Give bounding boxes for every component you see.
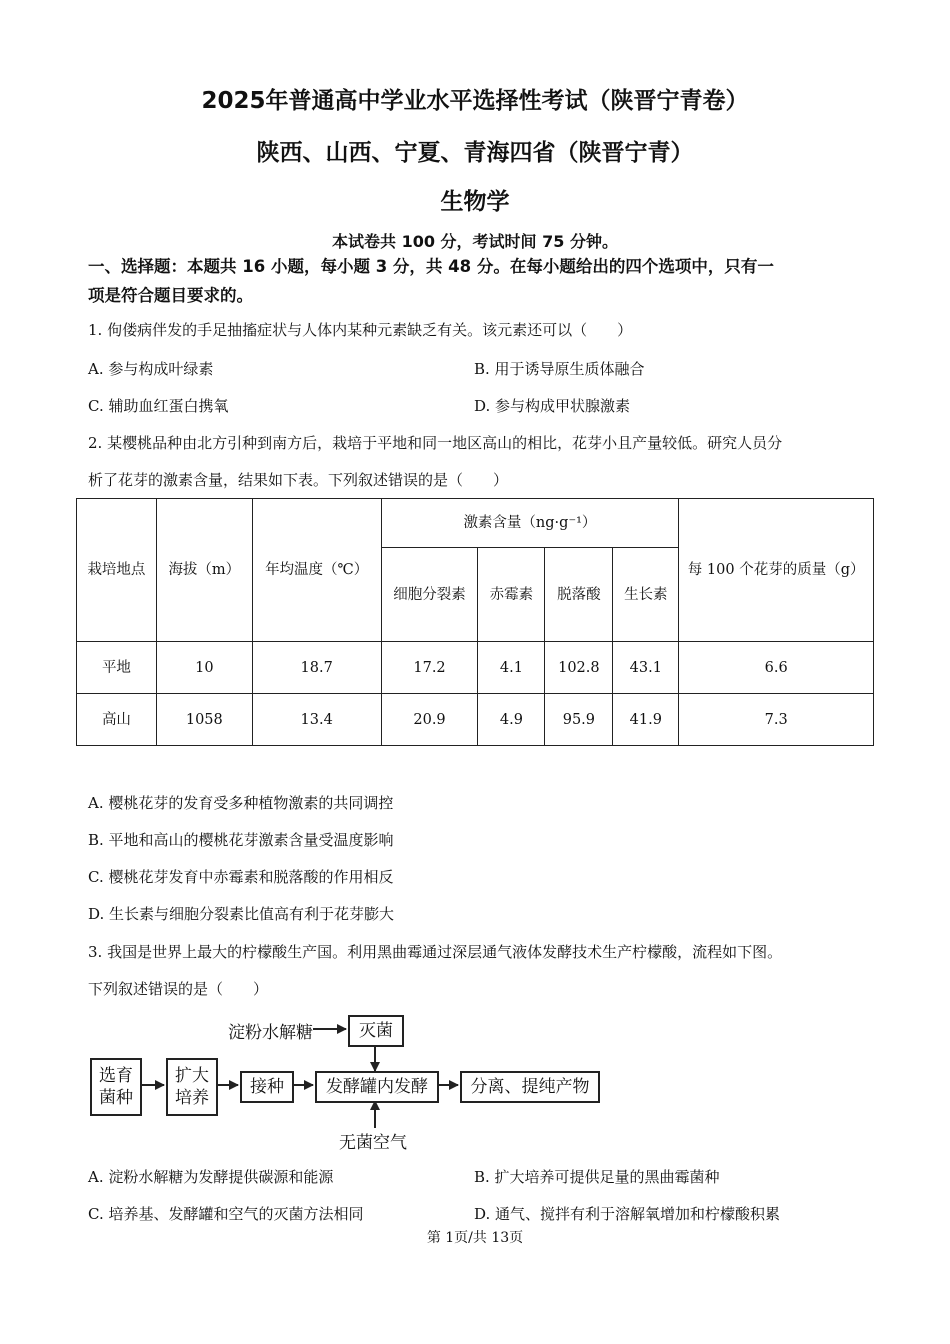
cell-cytokinin: 20.9	[381, 694, 478, 746]
question-3-stem-line1: 3. 我国是世界上最大的柠檬酸生产国。利用黑曲霉通过深层通气液体发酵技术生产柠檬酸，流程如下图。	[88, 943, 783, 961]
flow-select-text-2: 菌种	[99, 1088, 133, 1108]
flow-ferment-text: 发酵罐内发酵	[326, 1077, 428, 1097]
cell-abscisic-acid: 95.9	[545, 694, 613, 746]
exam-subtitle: 陕西、山西、宁夏、青海四省（陕晋宁青）	[256, 140, 694, 166]
header-hormone: 激素含量（ng·g⁻¹）	[381, 499, 679, 548]
cell-gibberellin: 4.1	[478, 642, 545, 694]
cell-gibberellin: 4.9	[478, 694, 545, 746]
q2-option-a: A. 樱桃花芽的发育受多种植物激素的共同调控	[88, 794, 394, 812]
cell-temperature: 18.7	[252, 642, 381, 694]
page-number: 第 1页/共 13页	[426, 1230, 524, 1246]
header-temperature: 年均温度（℃）	[252, 499, 381, 642]
cell-altitude: 10	[156, 642, 252, 694]
flow-ferment-box	[315, 1071, 439, 1103]
q1-option-a: A. 参与构成叶绿素	[88, 360, 214, 378]
exam-title: 2025年普通高中学业水平选择性考试（陕晋宁青卷）	[201, 88, 749, 114]
q3-option-d: D. 通气、搅拌有利于溶解氧增加和柠檬酸积累	[474, 1205, 781, 1223]
question-2-stem-line2: 析了花芽的激素含量，结果如下表。下列叙述错误的是（ ）	[88, 471, 509, 489]
header-cytokinin: 细胞分裂素	[381, 548, 478, 642]
header-site: 栽培地点	[77, 499, 157, 642]
q1-option-d: D. 参与构成甲状腺激素	[474, 397, 631, 415]
cell-temperature: 13.4	[252, 694, 381, 746]
cell-site: 平地	[77, 642, 157, 694]
q2-option-d: D. 生长素与细胞分裂素比值高有利于花芽膨大	[88, 905, 395, 923]
header-bud-mass: 每 100 个花芽的质量（g）	[679, 499, 874, 642]
flow-sterilize-box	[348, 1015, 404, 1047]
cell-abscisic-acid: 102.8	[545, 642, 613, 694]
flow-expand-box	[166, 1058, 218, 1116]
cell-auxin: 41.9	[613, 694, 679, 746]
q2-option-b: B. 平地和高山的樱桃花芽激素含量受温度影响	[88, 831, 394, 849]
subject-title: 生物学	[440, 189, 510, 215]
flow-select-text-1: 选育	[99, 1066, 133, 1086]
header-auxin: 生长素	[613, 548, 679, 642]
q3-option-a: A. 淀粉水解糖为发酵提供碳源和能源	[88, 1168, 334, 1186]
cell-cytokinin: 17.2	[381, 642, 478, 694]
section-heading-line2: 项是符合题目要求的。	[88, 286, 253, 305]
flow-sterilize-text: 灭菌	[359, 1021, 393, 1041]
q2-option-c: C. 樱桃花芽发育中赤霉素和脱落酸的作用相反	[88, 868, 394, 886]
flow-separate-box	[460, 1071, 600, 1103]
cell-auxin: 43.1	[613, 642, 679, 694]
flow-inoculate-box	[240, 1071, 294, 1103]
cell-site: 高山	[77, 694, 157, 746]
flow-air-label: 无菌空气	[339, 1133, 407, 1153]
q1-option-b: B. 用于诱导原生质体融合	[474, 360, 645, 378]
header-gibberellin: 赤霉素	[478, 548, 545, 642]
q3-option-b: B. 扩大培养可提供足量的黑曲霉菌种	[474, 1168, 720, 1186]
q3-option-c: C. 培养基、发酵罐和空气的灭菌方法相同	[88, 1205, 364, 1223]
exam-info: 本试卷共 100 分，考试时间 75 分钟。	[332, 232, 618, 251]
cell-bud-mass: 7.3	[679, 694, 874, 746]
cell-bud-mass: 6.6	[679, 642, 874, 694]
flow-starch-label: 淀粉水解糖	[228, 1023, 313, 1043]
flow-separate-text: 分离、提纯产物	[470, 1077, 590, 1097]
flow-expand-text-1: 扩大	[175, 1066, 209, 1086]
header-abscisic-acid: 脱落酸	[545, 548, 613, 642]
flow-select-box	[90, 1058, 142, 1116]
flow-inoculate-text: 接种	[250, 1077, 284, 1097]
question-1-stem: 1. 佝偻病伴发的手足抽搐症状与人体内某种元素缺乏有关。该元素还可以（ ）	[88, 321, 633, 339]
q1-option-c: C. 辅助血红蛋白携氧	[88, 397, 229, 415]
question-3-stem-line2: 下列叙述错误的是（ ）	[88, 980, 269, 998]
section-heading-line1: 一、选择题：本题共 16 小题，每小题 3 分，共 48 分。在每小题给出的四个选项中，只有一	[88, 257, 774, 276]
flow-expand-text-2: 培养	[175, 1088, 209, 1108]
header-altitude: 海拔（m）	[156, 499, 252, 642]
cell-altitude: 1058	[156, 694, 252, 746]
question-2-stem-line1: 2. 某樱桃品种由北方引种到南方后，栽培于平地和同一地区高山的相比，花芽小且产量较低。研究人员分	[88, 434, 783, 452]
